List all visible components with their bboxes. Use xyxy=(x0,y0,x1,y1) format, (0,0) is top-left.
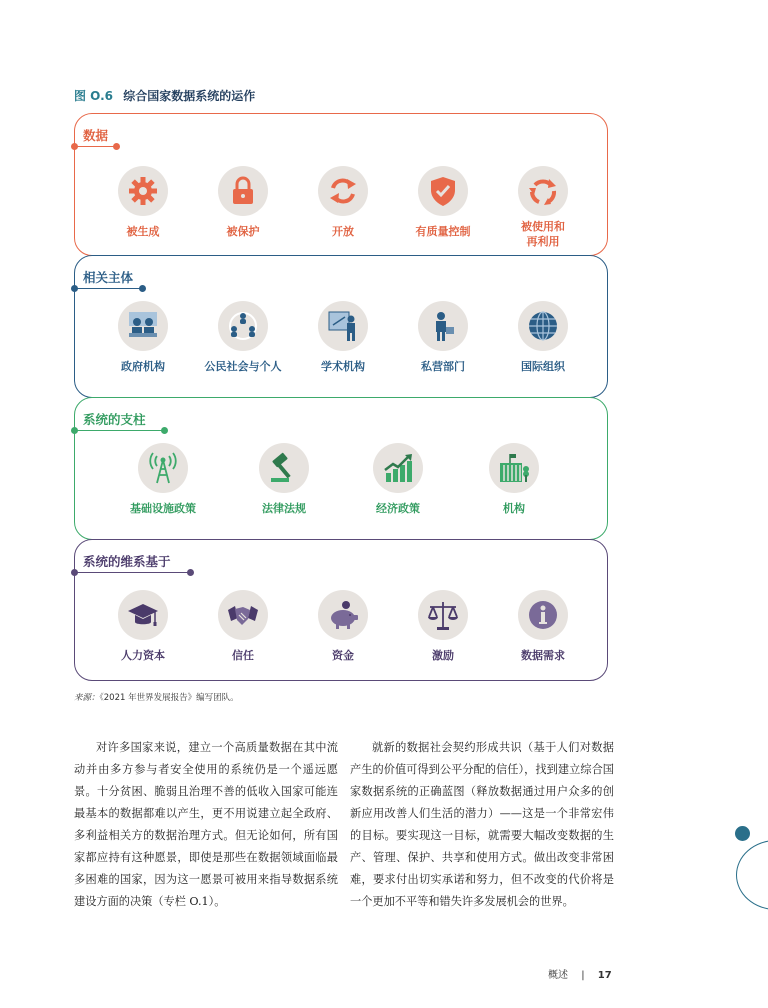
panel-title: 相关主体 xyxy=(83,270,134,285)
title-underline xyxy=(77,146,115,147)
item-label: 私营部门 xyxy=(421,360,465,373)
panel-actors xyxy=(74,255,608,398)
item-label: 被生成 xyxy=(126,225,160,238)
panel-sustained-by xyxy=(74,539,608,681)
item-incentives xyxy=(388,590,498,663)
lecturer-board-icon xyxy=(318,301,368,351)
item-label: 公民社会与个人 xyxy=(204,360,282,373)
item-data-demand xyxy=(488,590,598,663)
item-label: 被使用和 再利用 xyxy=(521,220,565,248)
item-generated xyxy=(88,166,198,239)
exchange-arrows-icon xyxy=(318,166,368,216)
figure-caption: 综合国家数据系统的运作 xyxy=(123,89,256,103)
panel-data xyxy=(74,113,608,256)
item-infrastructure xyxy=(108,443,218,516)
item-private-sector xyxy=(388,301,498,374)
item-label: 机构 xyxy=(503,502,525,515)
piggy-bank-icon xyxy=(318,590,368,640)
item-label: 政府机构 xyxy=(121,360,165,373)
item-label: 国际组织 xyxy=(521,360,565,373)
item-international xyxy=(488,301,598,374)
government-officials-icon xyxy=(118,301,168,351)
item-label: 信任 xyxy=(232,649,254,662)
item-quality xyxy=(388,166,498,239)
growth-chart-icon xyxy=(373,443,423,493)
body-column-right: 就新的数据社会契约形成共识（基于人们对数据产生的价值可得到公平分配的信任），找到建立综合国家数据系统的正确蓝图（释放数据通过用户众多的创新应用改善人们生活的潜力）——这是一个非常宏伟的目标。要实现这一目标，就需要大幅改变数据的生产、管理、保护、共享和使用方式。做出改变非常困难，要求付出切实承诺和努力，但不改变的代价将是一个更加不平等和错失许多发展机会的世界。 xyxy=(350,741,614,908)
item-funding xyxy=(288,590,398,663)
item-label: 学术机构 xyxy=(321,360,365,373)
footer-section: 概述 xyxy=(548,970,568,981)
item-government xyxy=(88,301,198,374)
title-underline xyxy=(77,288,141,289)
shield-check-icon xyxy=(418,166,468,216)
figure-number: 图 O.6 xyxy=(74,89,114,103)
community-people-icon xyxy=(218,301,268,351)
figure-source xyxy=(74,691,239,703)
info-icon xyxy=(518,590,568,640)
item-open xyxy=(288,166,398,239)
graduation-cap-icon xyxy=(118,590,168,640)
lock-icon xyxy=(218,166,268,216)
handshake-icon xyxy=(218,590,268,640)
panel-title: 数据 xyxy=(83,128,109,143)
title-underline xyxy=(77,430,163,431)
source-prefix: 来源： xyxy=(74,693,100,703)
item-label: 经济政策 xyxy=(376,502,420,515)
panel-title: 系统的维系基于 xyxy=(83,554,171,569)
item-label: 基础设施政策 xyxy=(130,502,196,515)
item-label: 资金 xyxy=(332,649,354,662)
item-human-capital xyxy=(88,590,198,663)
underline-end-dot xyxy=(139,285,146,292)
institution-building-icon xyxy=(489,443,539,493)
item-academia xyxy=(288,301,398,374)
source-text: 《2021 年世界发展报告》编写团队。 xyxy=(99,693,239,703)
footer-separator: | xyxy=(581,970,585,981)
item-reused xyxy=(488,166,598,249)
item-label: 被保护 xyxy=(226,225,260,238)
item-label: 人力资本 xyxy=(121,649,165,662)
item-label: 有质量控制 xyxy=(415,225,471,238)
underline-end-dot xyxy=(113,143,120,150)
panel-pillars xyxy=(74,397,608,540)
item-label: 数据需求 xyxy=(521,649,565,662)
item-civil-society xyxy=(188,301,298,374)
gear-icon xyxy=(118,166,168,216)
antenna-tower-icon xyxy=(138,443,188,493)
balance-scale-icon xyxy=(418,590,468,640)
panel-title: 系统的支柱 xyxy=(83,412,146,427)
figure-title xyxy=(74,87,255,104)
decorative-dot xyxy=(735,826,750,841)
gavel-icon xyxy=(259,443,309,493)
page-footer xyxy=(548,966,612,981)
underline-end-dot xyxy=(161,427,168,434)
businessman-icon xyxy=(418,301,468,351)
item-institutions xyxy=(459,443,569,516)
body-column-left: 对许多国家来说，建立一个高质量数据在其中流动并由多方参与者安全使用的系统仍是一个遥远愿景。十分贫困、脆弱且治理不善的低收入国家可能连最基本的数据都难以产生，更不用说建立起全政府、多利益相关方的数据治理方式。但无论如何，所有国家都应持有这种愿景，即使是那些在数据领域面临最多困难的国家，因为这一愿景可被用来指导数据系统建设方面的决策（专栏 O.1）。 xyxy=(74,741,338,908)
item-economic-policy xyxy=(343,443,453,516)
underline-end-dot xyxy=(187,569,194,576)
globe-icon xyxy=(518,301,568,351)
title-underline xyxy=(77,572,189,573)
page-number: 17 xyxy=(597,970,612,981)
decorative-arc xyxy=(736,840,768,910)
item-label: 激励 xyxy=(432,649,454,662)
item-law xyxy=(229,443,339,516)
recycle-arrows-icon xyxy=(518,166,568,216)
item-trust xyxy=(188,590,298,663)
item-protected xyxy=(188,166,298,239)
item-label: 法律法规 xyxy=(262,502,306,515)
item-label: 开放 xyxy=(332,225,354,238)
